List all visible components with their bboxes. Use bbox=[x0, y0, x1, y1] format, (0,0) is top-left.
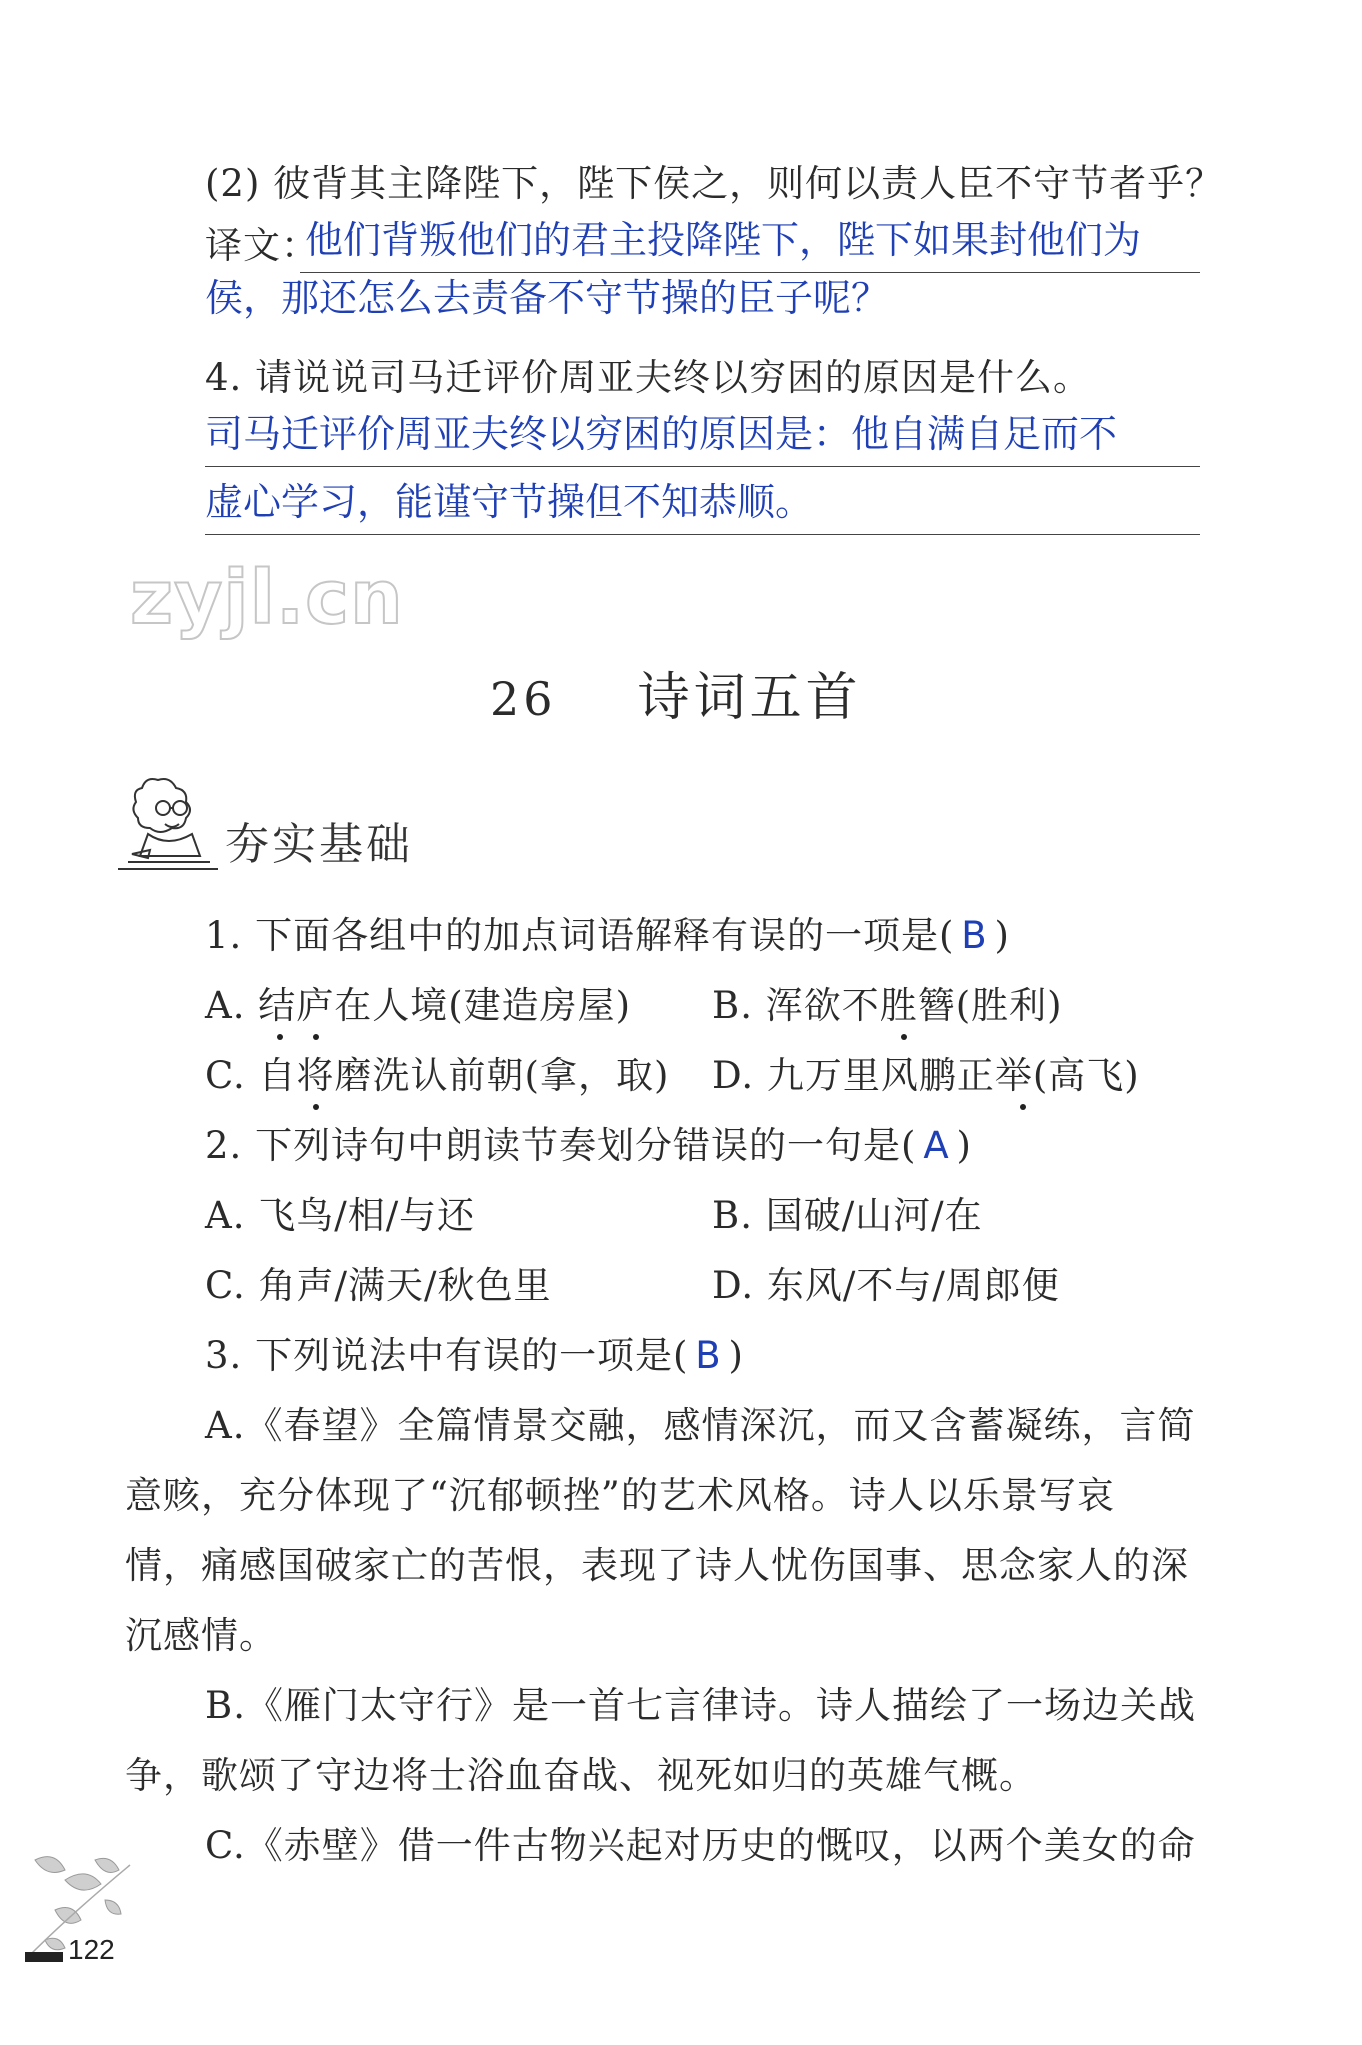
q3-para-a-line2: 意赅，充分体现了“沉郁顿挫”的艺术风格。诗人以乐景写哀 bbox=[125, 1474, 1115, 1517]
q4-answer-line2: 虚心学习，能谨守节操但不知恭顺。 bbox=[205, 480, 814, 524]
question-4: 4. 请说说司马迁评价周亚夫终以穷困的原因是什么。 bbox=[205, 356, 1092, 399]
q3-close: ) bbox=[728, 1334, 744, 1377]
reading-character-icon bbox=[118, 768, 218, 868]
question-2 bbox=[205, 1122, 972, 1170]
q1-option-a: A. 结庐在人境(建造房屋) bbox=[205, 984, 632, 1027]
emphasis-dot bbox=[277, 1034, 283, 1040]
section-underline bbox=[118, 868, 218, 870]
q1-option-d: D. 九万里风鹏正举(高飞) bbox=[712, 1054, 1140, 1097]
q2-close: ) bbox=[956, 1124, 972, 1167]
emphasis-dot bbox=[313, 1034, 319, 1040]
q1-close: ) bbox=[994, 914, 1010, 957]
q1-stem: 1. 下面各组中的加点词语解释有误的一项是( bbox=[205, 914, 955, 957]
answer-underline bbox=[205, 466, 1200, 467]
question-1 bbox=[205, 912, 1010, 960]
question-3 bbox=[205, 1332, 744, 1380]
q3-para-a-line4: 沉感情。 bbox=[125, 1614, 277, 1657]
q4-answer-line1: 司马迁评价周亚夫终以穷困的原因是：他自满自足而不 bbox=[205, 412, 1118, 456]
q2-option-c: C. 角声/满天/秋色里 bbox=[205, 1264, 552, 1307]
q2-option-d: D. 东风/不与/周郎便 bbox=[712, 1264, 1060, 1307]
emphasis-dot bbox=[1020, 1104, 1026, 1110]
watermark: zyjl.cn bbox=[130, 555, 404, 641]
q2-answer: A bbox=[923, 1124, 950, 1167]
q3-para-b-line2: 争，歌颂了守边将士浴血奋战、视死如归的英雄气概。 bbox=[125, 1754, 1037, 1797]
answer-underline bbox=[300, 272, 1200, 273]
q1-answer: B bbox=[961, 914, 988, 957]
q1-option-b: B. 浑欲不胜簪(胜利) bbox=[712, 984, 1063, 1027]
translation-answer-line2: 侯，那还怎么去责备不守节操的臣子呢？ bbox=[205, 276, 890, 320]
translation-label: 译文： bbox=[205, 224, 319, 267]
q2-option-a: A. 飞鸟/相/与还 bbox=[205, 1194, 476, 1237]
lesson-title bbox=[490, 655, 862, 730]
page-number-bar bbox=[25, 1952, 63, 1962]
sentence-2: (2) 彼背其主降陛下，陛下侯之，则何以责人臣不守节者乎？ bbox=[205, 162, 1224, 205]
lesson-number: 26 bbox=[490, 672, 557, 726]
q3-answer: B bbox=[695, 1334, 722, 1377]
q3-para-a-line3: 情，痛感国破家亡的苦恨，表现了诗人忧伤国事、思念家人的深 bbox=[125, 1544, 1189, 1587]
q3-para-a-line1: A.《春望》全篇情景交融，感情深沉，而又含蓄凝练，言简 bbox=[205, 1404, 1196, 1447]
section-title: 夯实基础 bbox=[225, 819, 413, 870]
q3-para-c-line1: C.《赤壁》借一件古物兴起对历史的慨叹，以两个美女的命 bbox=[205, 1824, 1196, 1867]
lesson-name: 诗词五首 bbox=[637, 668, 862, 728]
emphasis-dot bbox=[313, 1104, 319, 1110]
answer-underline bbox=[205, 534, 1200, 535]
emphasis-dot bbox=[901, 1034, 907, 1040]
q3-stem: 3. 下列说法中有误的一项是( bbox=[205, 1334, 689, 1377]
page-number: 122 bbox=[68, 1934, 115, 1965]
translation-answer-line1: 他们背叛他们的君主投降陛下，陛下如果封他们为 bbox=[305, 218, 1142, 262]
q2-stem: 2. 下列诗句中朗读节奏划分错误的一句是( bbox=[205, 1124, 917, 1167]
q2-option-b: B. 国破/山河/在 bbox=[712, 1194, 983, 1237]
q1-option-c: C. 自将磨洗认前朝(拿，取) bbox=[205, 1054, 670, 1097]
q3-para-b-line1: B.《雁门太守行》是一首七言律诗。诗人描绘了一场边关战 bbox=[205, 1684, 1196, 1727]
